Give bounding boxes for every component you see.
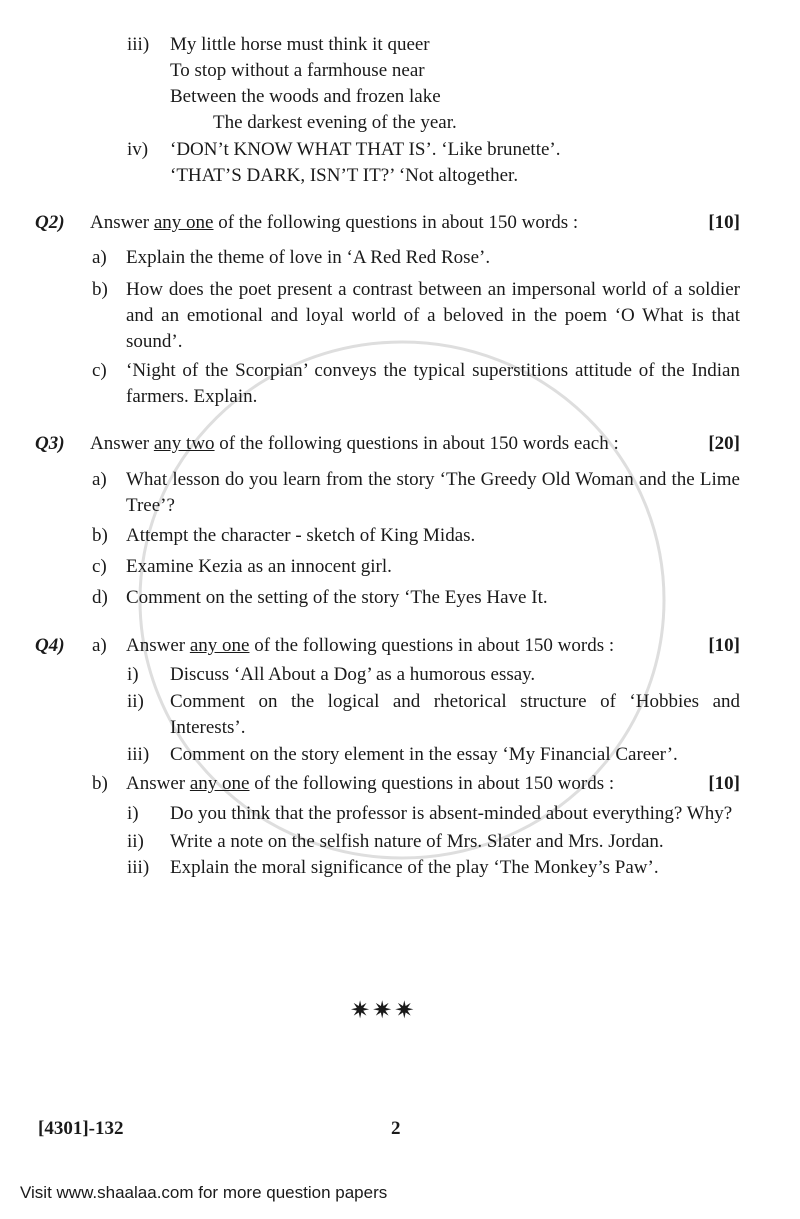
item-label: ii) — [127, 691, 144, 712]
item-text: Comment on the logical and rhetorical structure of ‘Hobbies and Interests’. — [170, 691, 740, 738]
item-text: Explain the theme of love in ‘A Red Red Rose’. — [126, 247, 491, 268]
item-text: Do you think that the professor is absent-minded about everything? Why? — [170, 803, 733, 824]
item-text: How does the poet present a contrast between an impersonal world of a soldier and an emotional and loyal world of a beloved in the poem ‘O What is that sound’. — [126, 279, 740, 352]
item-text: Explain the moral significance of the play ‘The Monkey’s Paw’. — [170, 857, 659, 878]
item-text: Comment on the setting of the story ‘The Eyes Have It. — [126, 587, 548, 608]
marks: [10] — [708, 212, 740, 233]
marks: [10] — [708, 635, 740, 656]
question-instruction: Answer any one of the following questions in about 150 words : — [126, 635, 615, 656]
item-text: Write a note on the selfish nature of Mrs. Slater and Mrs. Jordan. — [170, 831, 664, 852]
question-number: Q4) — [35, 635, 65, 656]
item-text: Attempt the character - sketch of King Midas. — [126, 525, 476, 546]
question-number: Q2) — [35, 212, 65, 233]
quote-line: ‘DON’t KNOW WHAT THAT IS’. ‘Like brunette’. — [170, 139, 561, 160]
poem-line: To stop without a farmhouse near — [170, 60, 425, 81]
item-label: i) — [127, 664, 139, 685]
poem-line: The darkest evening of the year. — [213, 112, 457, 133]
poem-row — [127, 32, 740, 58]
question-instruction: Answer any one of the following questions in about 150 words : — [90, 212, 579, 233]
item-label: a) — [92, 247, 107, 268]
item-label: a) — [92, 635, 107, 656]
question-paper-body — [0, 32, 800, 881]
item-label: b) — [92, 279, 108, 300]
end-mark: ✷✷✷ — [350, 998, 417, 1024]
item-label: ii) — [127, 831, 144, 852]
item-label: iii) — [127, 857, 150, 878]
question-2-header — [35, 210, 740, 236]
question-number: Q3) — [35, 433, 65, 454]
visit-link[interactable]: Visit www.shaalaa.com for more question papers — [20, 1183, 388, 1202]
item-label: i) — [127, 803, 139, 824]
question-instruction: Answer any two of the following questions in about 150 words each : — [90, 433, 619, 454]
item-text: ‘Night of the Scorpian’ conveys the typical superstitions attitude of the Indian farmers. Explain. — [126, 360, 740, 407]
item-label: b) — [92, 525, 108, 546]
q1-iv-label: iv) — [127, 139, 149, 160]
q1-iii-label: iii) — [127, 34, 150, 55]
item-label: d) — [92, 587, 108, 608]
item-text: Comment on the story element in the essay ‘My Financial Career’. — [170, 744, 678, 765]
quote-line: ‘THAT’S DARK, ISN’T IT?’ ‘Not altogether. — [170, 165, 519, 186]
poem-line: My little horse must think it queer — [170, 34, 430, 55]
item-text: What lesson do you learn from the story ‘The Greedy Old Woman and the Lime Tree’? — [126, 469, 740, 516]
item-text: Examine Kezia as an innocent girl. — [126, 556, 392, 577]
item-label: c) — [92, 556, 107, 577]
item-label: iii) — [127, 744, 150, 765]
item-text: Discuss ‘All About a Dog’ as a humorous essay. — [170, 664, 536, 685]
question-4a-header — [35, 633, 740, 659]
marks: [20] — [708, 433, 740, 454]
question-3-header — [35, 431, 740, 457]
question-instruction: Answer any one of the following questions in about 150 words : — [126, 773, 615, 794]
paper-code: [4301]-132 — [38, 1118, 124, 1139]
item-label: b) — [92, 773, 108, 794]
page-number: 2 — [391, 1118, 401, 1139]
marks: [10] — [708, 773, 740, 794]
question-4b-header — [92, 771, 740, 797]
poem-line: Between the woods and frozen lake — [170, 86, 441, 107]
item-label: c) — [92, 360, 107, 381]
item-label: a) — [92, 469, 107, 490]
